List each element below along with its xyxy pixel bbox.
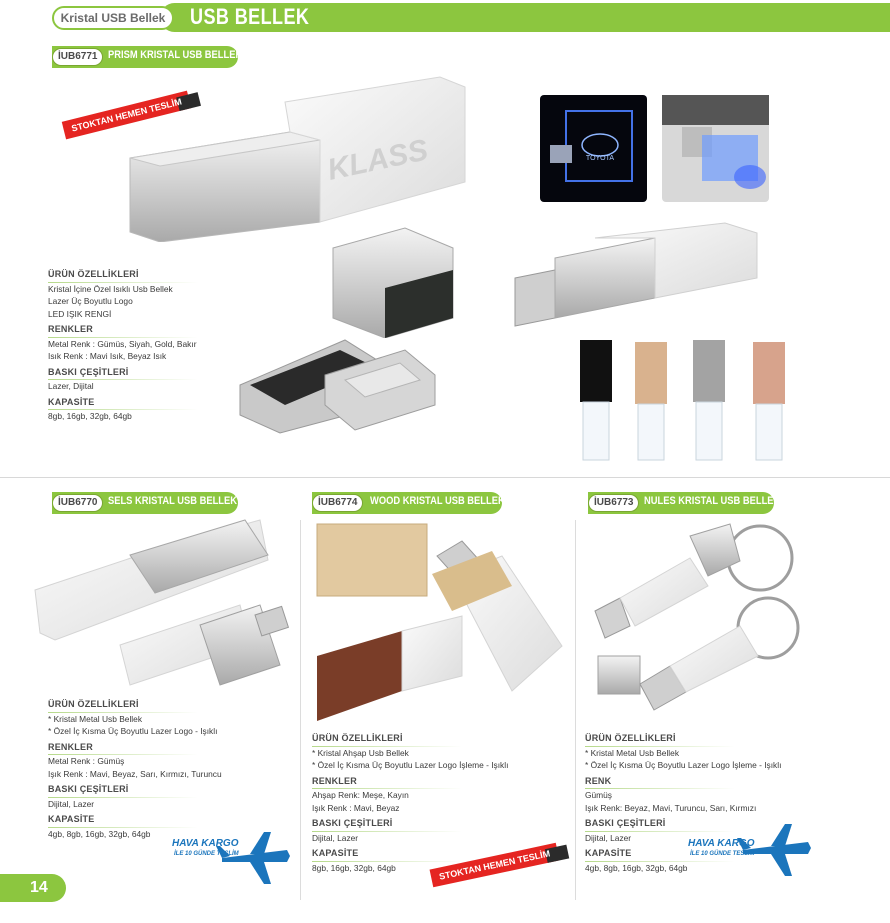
spec-block-sels	[48, 698, 222, 840]
spec-heading: BASKI ÇEŞİTLERİ	[585, 817, 781, 832]
logo-etching: KLASS	[324, 133, 431, 187]
product-name: SELS KRISTAL USB BELLEK	[108, 495, 238, 507]
product-tag-wood	[312, 492, 505, 514]
spec-line: Işık Renk : Mavi, Beyaz	[312, 802, 400, 813]
stock-ribbon: STOKTAN HEMEN TESLİM	[62, 91, 192, 140]
prism-usb-main-image	[120, 62, 480, 242]
spec-line: Kristal İçine Özel Isıklı Usb Bellek	[48, 283, 173, 294]
spec-line: * Özel İç Kısma Üç Boyutlu Lazer Logo İşleme - Işıklı	[312, 760, 509, 770]
spec-line: * Özel İç Kısma Üç Boyutlu Lazer Logo İşleme - Işıklı	[585, 760, 782, 770]
product-name: NULES KRISTAL USB BELLEK	[644, 495, 781, 507]
spec-line: * Kristal Metal Usb Bellek	[585, 747, 680, 758]
spec-heading: ÜRÜN ÖZELLİKLERİ	[585, 732, 781, 747]
spec-line: * Kristal Metal Usb Bellek	[48, 713, 143, 724]
column-divider	[300, 520, 301, 900]
spec-block-prism	[48, 268, 198, 423]
spec-line: * Özel İç Kısma Üç Boyutlu Lazer Logo - Işıklı	[48, 726, 218, 736]
spec-block-wood	[312, 732, 508, 874]
spec-heading: RENKLER	[312, 775, 508, 790]
spec-heading: ÜRÜN ÖZELLİKLERİ	[48, 698, 222, 713]
spec-heading: KAPASİTE	[312, 847, 508, 862]
spec-line: Işık Renk : Mavi, Beyaz, Sarı, Kırmızı, Turuncu	[48, 768, 222, 779]
wood-usb-image	[312, 516, 572, 728]
color-variants-image	[575, 338, 805, 463]
spec-heading: KAPASİTE	[48, 813, 222, 828]
spec-line: LED IŞIK RENGİ	[48, 308, 112, 319]
spec-line: 8gb, 16gb, 32gb, 64gb	[48, 411, 132, 421]
category-pill: Kristal USB Bellek	[52, 6, 174, 30]
spec-line: Isık Renk : Mavi Isık, Beyaz Isık	[48, 351, 167, 361]
prism-usb-open-image	[325, 218, 765, 338]
toyota-etching: TOYOTA	[585, 155, 615, 162]
spec-line: 4gb, 8gb, 16gb, 32gb, 64gb	[585, 862, 688, 873]
product-code: İUB6774	[312, 494, 363, 512]
spec-line: Metal Renk : Gümüş	[48, 756, 125, 766]
cargo-title: HAVA KARGO	[172, 838, 239, 849]
spec-line: 8gb, 16gb, 32gb, 64gb	[312, 862, 396, 873]
spec-heading: BASKI ÇEŞİTLERİ	[312, 817, 508, 832]
product-code: İUB6771	[52, 48, 103, 66]
airplane-icon	[688, 820, 813, 880]
cargo-badge	[172, 828, 292, 888]
spec-heading: ÜRÜN ÖZELLİKLERİ	[312, 732, 508, 747]
sels-usb-image	[30, 515, 290, 695]
product-name: WOOD KRISTAL USB BELLEK	[370, 495, 505, 507]
spec-heading: RENKLER	[48, 323, 198, 338]
white-glow-photo	[662, 95, 769, 202]
product-code: İUB6770	[52, 494, 103, 512]
product-tag-sels	[52, 492, 238, 514]
spec-line: Metal Renk : Gümüs, Siyah, Gold, Bakır	[48, 338, 197, 349]
cargo-subtitle: İLE 10 GÜNDE TESLİM	[690, 851, 755, 857]
spec-line: Dijital, Lazer	[585, 832, 632, 843]
cargo-subtitle: İLE 10 GÜNDE TESLİM	[174, 851, 239, 857]
spec-heading: KAPASİTE	[48, 396, 198, 411]
product-name: PRISM KRISTAL USB BELLEK	[108, 49, 243, 61]
spec-line: Gümüş	[585, 790, 612, 800]
cargo-badge	[688, 820, 813, 880]
column-divider	[575, 520, 576, 900]
page-title: USB BELLEK	[190, 4, 310, 29]
spec-line: * Kristal Ahşap Usb Bellek	[312, 747, 409, 758]
spec-heading: ÜRÜN ÖZELLİKLERİ	[48, 268, 198, 283]
spec-line: 4gb, 8gb, 16gb, 32gb, 64gb	[48, 828, 151, 839]
airplane-icon	[172, 828, 292, 888]
page-number: 14	[0, 874, 66, 902]
spec-line: Lazer, Dijital	[48, 381, 94, 391]
spec-heading: BASKI ÇEŞİTLERİ	[48, 366, 198, 381]
spec-line: Işık Renk: Beyaz, Mavi, Turuncu, Sarı, Kırmızı	[585, 802, 757, 813]
nules-usb-image	[590, 516, 800, 726]
cargo-title: HAVA KARGO	[688, 838, 755, 849]
spec-heading: RENK	[585, 775, 781, 790]
tin-box-image	[235, 335, 440, 435]
spec-line: Dijital, Lazer	[312, 832, 359, 843]
section-divider	[0, 477, 890, 478]
spec-line: Ahşap Renk: Meşe, Kayın	[312, 790, 409, 800]
spec-heading: BASKI ÇEŞİTLERİ	[48, 783, 222, 798]
blue-glow-photo	[540, 95, 647, 202]
product-tag-nules	[588, 492, 781, 514]
stock-ribbon: STOKTAN HEMEN TESLİM	[430, 843, 560, 887]
spec-heading: RENKLER	[48, 741, 222, 756]
spec-line: Dijital, Lazer	[48, 798, 95, 809]
spec-heading: KAPASİTE	[585, 847, 781, 862]
product-code: İUB6773	[588, 494, 639, 512]
spec-line: Lazer Üç Boyutlu Logo	[48, 296, 133, 306]
page-header	[0, 0, 890, 36]
